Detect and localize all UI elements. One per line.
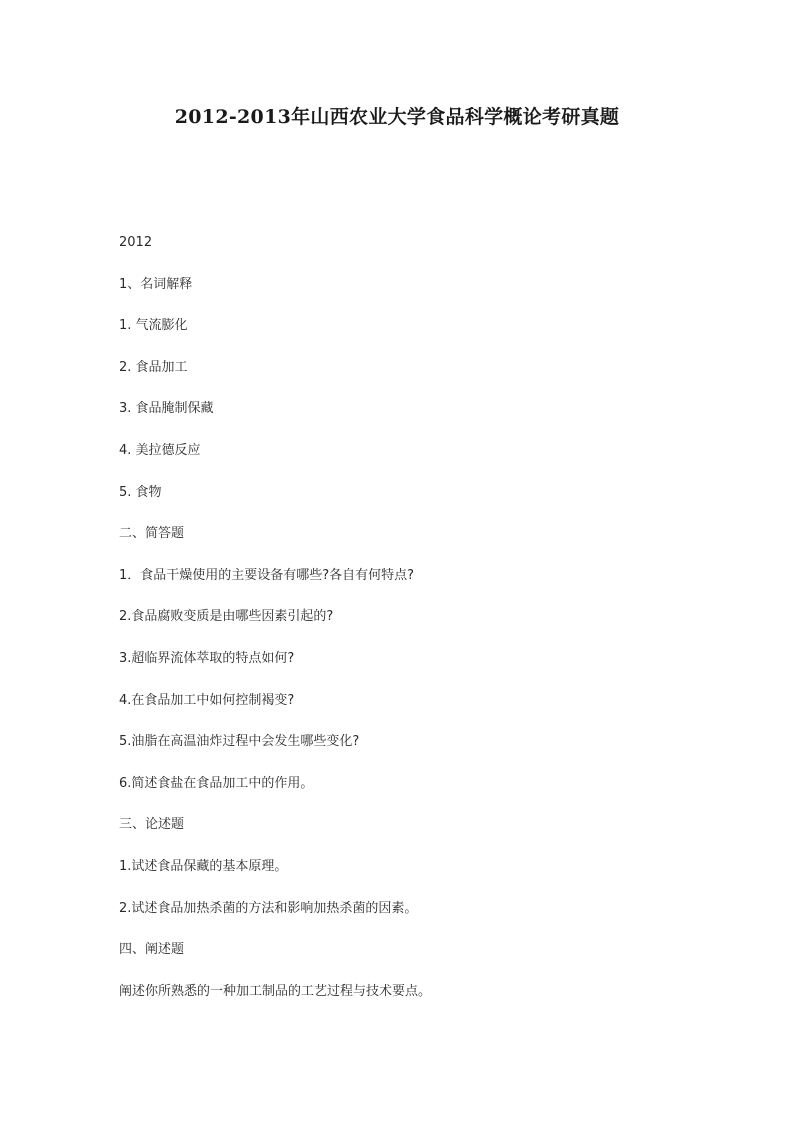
line-text: 5.油脂在高温油炸过程中会发生哪些变化? <box>119 734 360 750</box>
line-text: 1.试述食品保藏的基本原理。 <box>119 858 288 874</box>
line-text: 三、论述题 <box>119 817 185 833</box>
section-heading <box>119 940 719 982</box>
line-text: 1. 气流膨化 <box>119 318 188 334</box>
question-item <box>119 982 719 1024</box>
question-item <box>119 691 719 733</box>
question-item <box>119 441 719 483</box>
line-text: 2. 食品加工 <box>119 359 188 375</box>
line-text: 4.在食品加工中如何控制褐变? <box>119 692 295 708</box>
line-text: 2012 <box>119 235 153 250</box>
question-item <box>119 732 719 774</box>
question-item <box>119 774 719 816</box>
line-text: 1、名词解释 <box>119 276 193 292</box>
line-text: 二、简答题 <box>119 526 185 542</box>
document-title: 2012-2013年山西农业大学食品科学概论考研真题 <box>174 106 620 128</box>
line-text: 阐述你所熟悉的一种加工制品的工艺过程与技术要点。 <box>119 983 432 999</box>
section-heading <box>119 524 719 566</box>
question-item <box>119 899 719 941</box>
line-text: 5. 食物 <box>119 484 162 500</box>
question-item <box>119 607 719 649</box>
line-text: 4. 美拉德反应 <box>119 442 201 458</box>
line-text: 6.简述食盐在食品加工中的作用。 <box>119 775 314 791</box>
line-text: 2.食品腐败变质是由哪些因素引起的? <box>119 609 334 625</box>
question-item <box>119 483 719 525</box>
question-item <box>119 857 719 899</box>
line-text: 1．食品干燥使用的主要设备有哪些?各自有何特点? <box>119 567 415 583</box>
question-item <box>119 649 719 691</box>
line-text: 四、阐述题 <box>119 942 185 958</box>
line-text: 3.超临界流体萃取的特点如何? <box>119 650 295 666</box>
question-item <box>119 399 719 441</box>
question-item <box>119 566 719 608</box>
section-heading <box>119 815 719 857</box>
document-body <box>119 233 719 1023</box>
line-text: 3. 食品腌制保藏 <box>119 401 214 417</box>
question-item <box>119 316 719 358</box>
section-heading <box>119 275 719 317</box>
question-item <box>119 358 719 400</box>
line-text: 2.试述食品加热杀菌的方法和影响加热杀菌的因素。 <box>119 900 418 916</box>
year-heading <box>119 233 719 275</box>
